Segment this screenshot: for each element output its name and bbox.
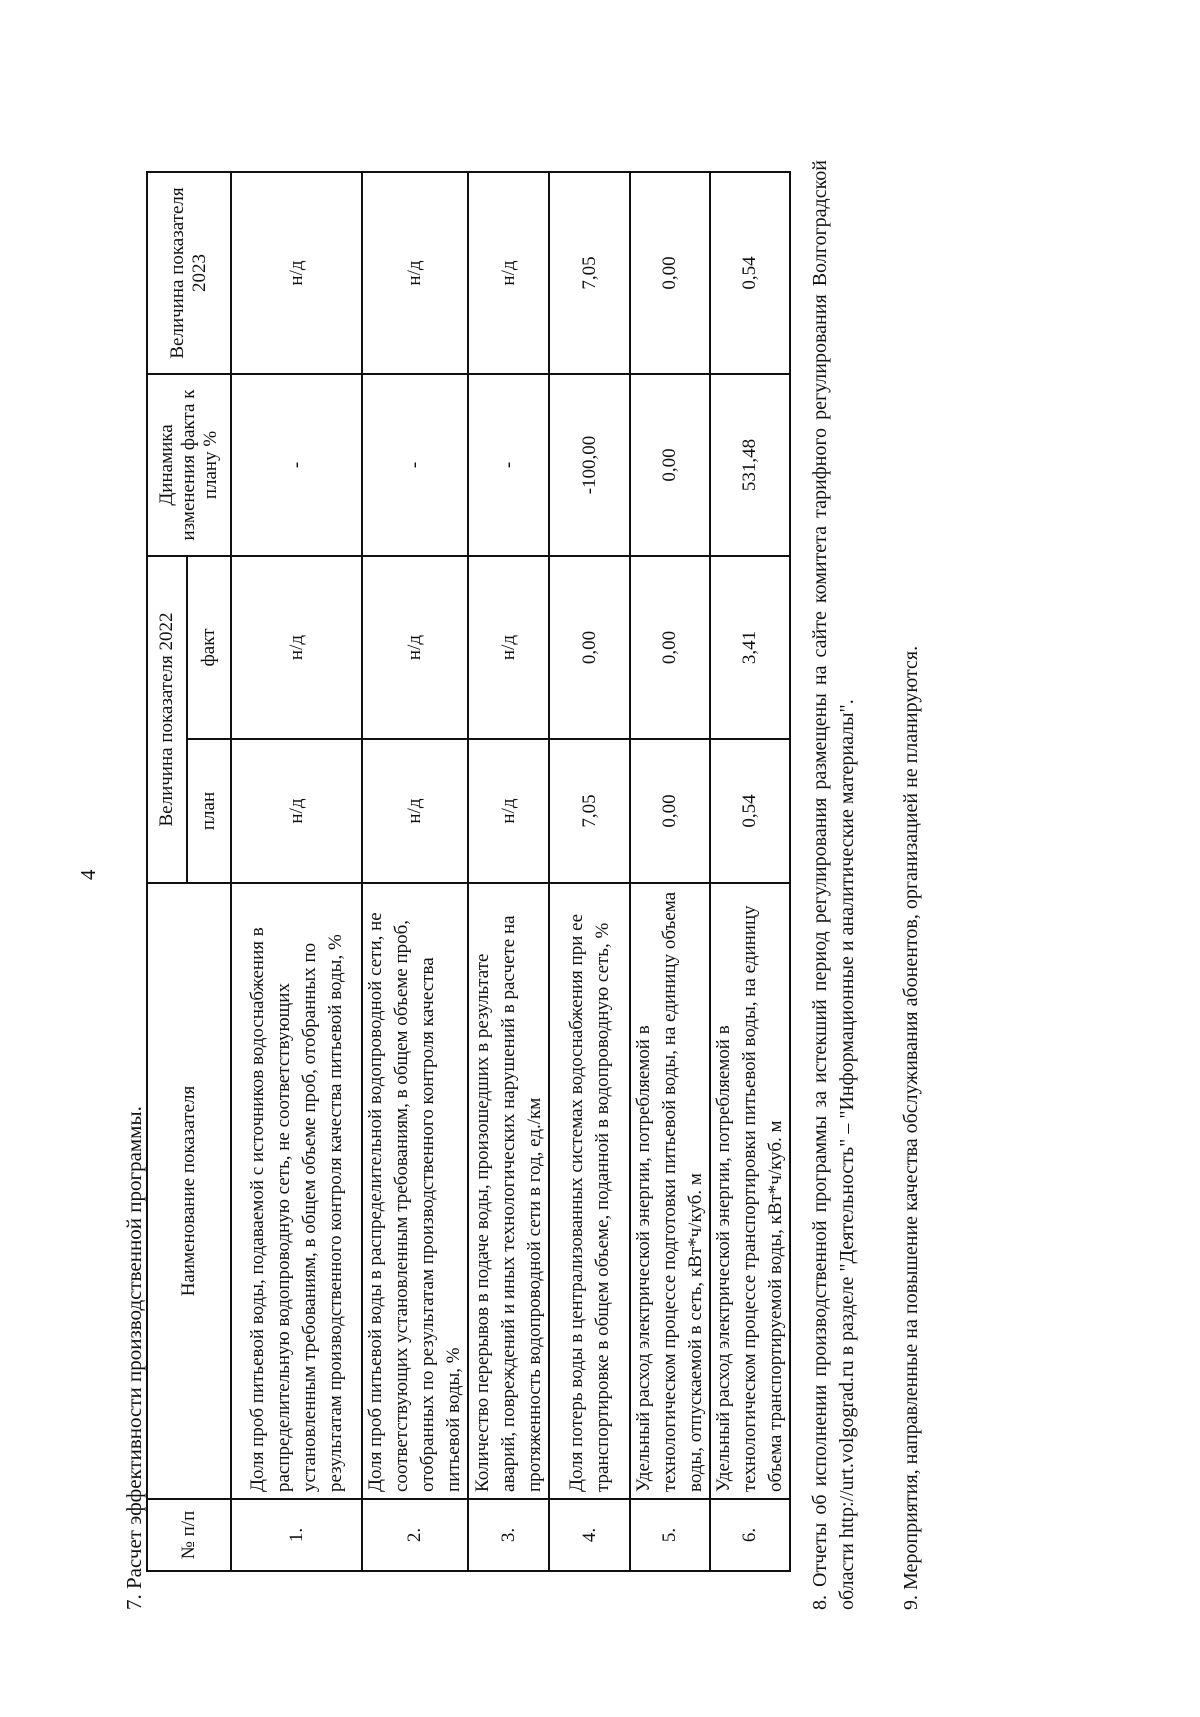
row-fact: 0,00 — [630, 556, 710, 739]
header-fact: факт — [187, 556, 231, 739]
row-fact: н/д — [468, 556, 549, 739]
table-row — [710, 172, 790, 1571]
page-number: 4 — [76, 869, 100, 880]
row-plan: 7,05 — [549, 739, 630, 883]
row-dynamics: 531,48 — [710, 374, 790, 556]
paragraph-8: 8. Отчеты об исполнении производственной программы за истекший период регулирования размещены на сайте комитета тарифного регулирования Волгоградской области http://urt.volgograd.ru в разделе "Деятельность" – "Информационные и аналитические материалы". — [809, 160, 858, 1610]
row-name: Количество перерывов в подаче воды, произошедших в результате аварий, повреждений и иных технологических нарушений в расчете на протяженность водопроводной сети в год, ед./км — [468, 883, 549, 1499]
header-dynamics: Динамика изменения факта к плану % — [147, 374, 231, 556]
table-row — [549, 172, 630, 1571]
row-num: 6. — [710, 1499, 790, 1571]
efficiency-table — [146, 171, 791, 1572]
header-plan: план — [187, 739, 231, 883]
row-fact: н/д — [362, 556, 468, 739]
row-value-2023: н/д — [231, 172, 362, 374]
row-value-2023: 0,00 — [630, 172, 710, 374]
row-num: 4. — [549, 1499, 630, 1571]
header-value-2022: Величина показателя 2022 — [147, 556, 187, 883]
row-value-2023: 7,05 — [549, 172, 630, 374]
row-dynamics: - — [362, 374, 468, 556]
row-plan: н/д — [362, 739, 468, 883]
row-value-2023: н/д — [362, 172, 468, 374]
header-num: № п/п — [147, 1499, 231, 1571]
row-fact: н/д — [231, 556, 362, 739]
row-plan: 0,00 — [630, 739, 710, 883]
row-name: Удельный расход электрической энергии, потребляемой в технологическом процессе подготовки питьевой воды, на единицу объема воды, отпускаемой в сеть, кВт*ч/куб. м — [630, 883, 710, 1499]
row-num: 2. — [362, 1499, 468, 1571]
header-value-2023: Величина показателя 2023 — [147, 172, 231, 374]
paragraph-9: 9. Мероприятия, направленные на повышение качества обслуживания абонентов, организацией не планируются. — [900, 645, 922, 1610]
table-row — [468, 172, 549, 1571]
row-num: 3. — [468, 1499, 549, 1571]
row-value-2023: 0,54 — [710, 172, 790, 374]
row-dynamics: -100,00 — [549, 374, 630, 556]
row-fact: 0,00 — [549, 556, 630, 739]
row-plan: 0,54 — [710, 739, 790, 883]
table-row — [630, 172, 710, 1571]
table-header-row — [147, 172, 187, 1571]
row-plan: н/д — [468, 739, 549, 883]
table-row — [362, 172, 468, 1571]
row-dynamics: - — [468, 374, 549, 556]
row-fact: 3,41 — [710, 556, 790, 739]
row-dynamics: 0,00 — [630, 374, 710, 556]
header-name: Наименование показателя — [147, 883, 231, 1499]
row-plan: н/д — [231, 739, 362, 883]
row-name: Доля проб питьевой воды, подаваемой с источников водоснабжения в распределительную водопроводную сеть, не соответствующих установленным требованиям, в общем объеме проб, отобранных по результатам производственного контроля качества питьевой воды, % — [231, 883, 362, 1499]
section-title: 7. Расчет эффективности производственной программы. — [122, 1106, 146, 1610]
row-name: Доля потерь воды в централизованных системах водоснабжения при ее транспортировке в общем объеме, поданной в водопроводную сеть, % — [549, 883, 630, 1499]
row-value-2023: н/д — [468, 172, 549, 374]
row-num: 5. — [630, 1499, 710, 1571]
table-row — [231, 172, 362, 1571]
row-name: Доля проб питьевой воды в распределительной водопроводной сети, не соответствующих установленным требованиям, в общем объеме проб, отобранных по результатам производственного контроля качества питьевой воды, % — [362, 883, 468, 1499]
rotated-page-content — [76, 140, 940, 1610]
row-dynamics: - — [231, 374, 362, 556]
row-name: Удельный расход электрической энергии, потребляемой в технологическом процессе транспортировки питьевой воды, на единицу объема транспортируемой воды, кВт*ч/куб. м — [710, 883, 790, 1499]
row-num: 1. — [231, 1499, 362, 1571]
